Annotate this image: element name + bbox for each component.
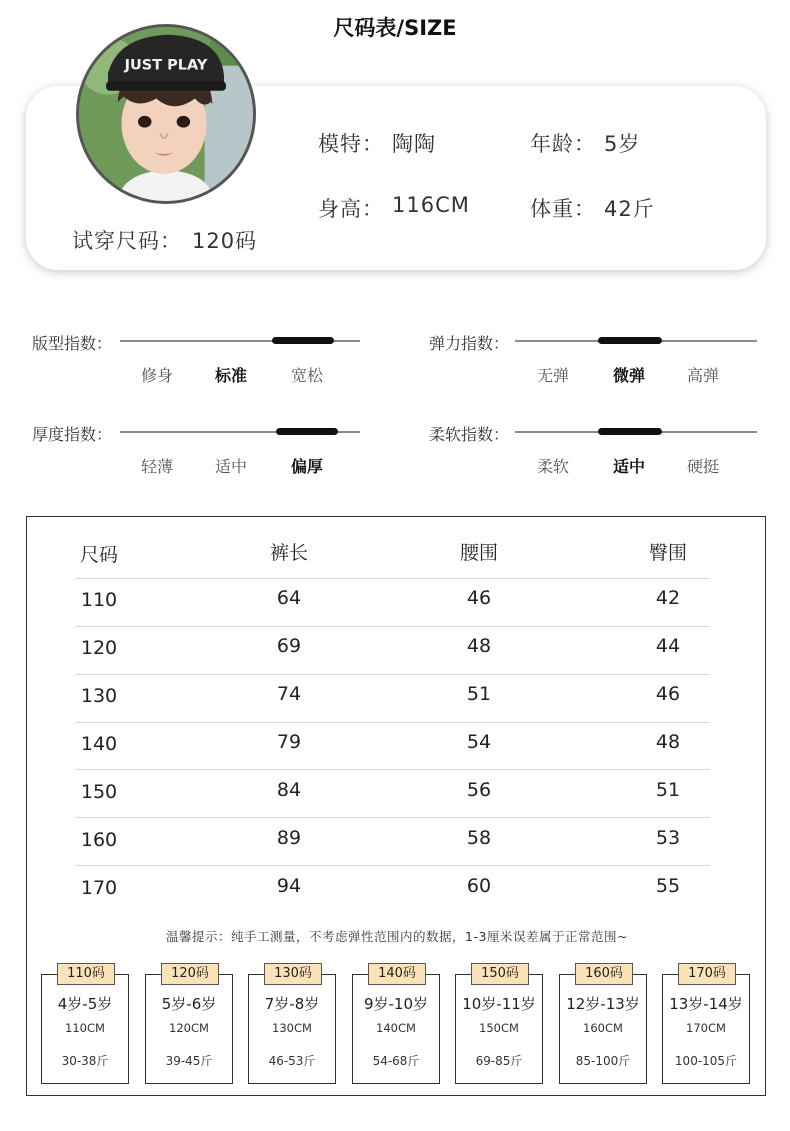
model-name-label: 模特： <box>318 132 384 156</box>
size-card-160 <box>559 966 647 1084</box>
cell-hip: 42 <box>655 587 681 609</box>
header-size: 尺码 <box>79 544 118 566</box>
thickness-option-medium: 适中 <box>214 457 247 476</box>
cell-length: 74 <box>276 683 302 705</box>
cell-waist: 46 <box>466 587 492 609</box>
page-title: 尺码表/SIZE <box>333 16 457 40</box>
size-card-150 <box>455 966 543 1084</box>
cap-text: JUST PLAY <box>124 57 208 74</box>
row-divider <box>75 722 710 723</box>
cell-hip: 55 <box>655 875 681 897</box>
fit-option-standard: 标准 <box>214 366 247 385</box>
cell-hip: 53 <box>655 827 681 849</box>
row-divider <box>75 769 710 770</box>
stretch-option-slight: 微弹 <box>612 366 645 385</box>
softness-index-label: 柔软指数： <box>429 425 510 444</box>
cell-size: 170 <box>80 877 118 899</box>
cell-length: 64 <box>276 587 302 609</box>
size-card-120 <box>145 966 233 1084</box>
size-tag: 140码 <box>368 963 426 985</box>
size-age: 9岁-10岁 <box>363 995 429 1013</box>
size-weight: 46-53斤 <box>268 1054 316 1068</box>
size-age: 13岁-14岁 <box>669 995 743 1013</box>
cell-waist: 56 <box>466 779 492 801</box>
fit-index-label: 版型指数： <box>32 334 113 353</box>
row-divider <box>75 578 710 579</box>
size-card-130 <box>248 966 336 1084</box>
cell-hip: 48 <box>655 731 681 753</box>
thickness-index-label: 厚度指数： <box>32 425 113 444</box>
cell-size: 130 <box>80 685 118 707</box>
stretch-index-marker <box>598 337 662 344</box>
size-height: 150CM <box>479 1021 519 1035</box>
size-card-170 <box>662 966 750 1084</box>
model-age-value: 5岁 <box>604 132 641 156</box>
cell-waist: 58 <box>466 827 492 849</box>
thickness-option-thin: 轻薄 <box>140 457 173 476</box>
size-height: 170CM <box>686 1021 726 1035</box>
cell-waist: 51 <box>466 683 492 705</box>
cell-length: 84 <box>276 779 302 801</box>
cell-waist: 54 <box>466 731 492 753</box>
size-tag: 170码 <box>678 963 736 985</box>
cell-size: 110 <box>80 589 118 611</box>
softness-option-medium: 适中 <box>612 457 645 476</box>
size-height: 160CM <box>583 1021 623 1035</box>
size-tag: 110码 <box>57 963 115 985</box>
size-weight: 54-68斤 <box>372 1054 420 1068</box>
size-weight: 100-105斤 <box>674 1054 738 1068</box>
softness-option-stiff: 硬挺 <box>686 457 719 476</box>
row-divider <box>75 674 710 675</box>
model-height-value: 116CM <box>392 193 470 217</box>
model-height-label: 身高： <box>318 197 384 221</box>
size-age: 12岁-13岁 <box>566 995 640 1013</box>
cell-size: 150 <box>80 781 118 803</box>
tried-size-label: 试穿尺码： <box>72 229 182 253</box>
softness-option-soft: 柔软 <box>536 457 569 476</box>
size-table <box>26 516 766 1096</box>
size-weight: 85-100斤 <box>575 1054 631 1068</box>
thickness-option-thick: 偏厚 <box>290 457 323 476</box>
size-height: 140CM <box>376 1021 416 1035</box>
header-length: 裤长 <box>269 542 308 564</box>
cell-size: 160 <box>80 829 118 851</box>
cell-waist: 60 <box>466 875 492 897</box>
cell-length: 69 <box>276 635 302 657</box>
size-card-110 <box>41 966 129 1084</box>
fit-index-marker <box>272 337 334 344</box>
size-age: 10岁-11岁 <box>462 995 536 1013</box>
child-portrait-icon <box>79 27 253 201</box>
cell-size: 120 <box>80 637 118 659</box>
size-age: 7岁-8岁 <box>264 995 320 1013</box>
size-tag: 130码 <box>264 963 322 985</box>
cell-hip: 46 <box>655 683 681 705</box>
stretch-index-label: 弹力指数： <box>429 334 510 353</box>
size-height: 120CM <box>169 1021 209 1035</box>
size-height: 110CM <box>65 1021 105 1035</box>
model-weight-label: 体重： <box>530 197 596 221</box>
fit-option-slim: 修身 <box>140 366 173 385</box>
cell-hip: 44 <box>655 635 681 657</box>
model-name-value: 陶陶 <box>392 132 436 156</box>
model-avatar <box>76 24 256 204</box>
size-tag: 150码 <box>471 963 529 985</box>
header-hip: 臀围 <box>648 542 687 564</box>
cell-waist: 48 <box>466 635 492 657</box>
size-weight: 39-45斤 <box>165 1054 213 1068</box>
size-age: 5岁-6岁 <box>161 995 217 1013</box>
cell-length: 79 <box>276 731 302 753</box>
cell-hip: 51 <box>655 779 681 801</box>
cell-length: 94 <box>276 875 302 897</box>
stretch-option-high: 高弹 <box>686 366 719 385</box>
cell-length: 89 <box>276 827 302 849</box>
size-card-140 <box>352 966 440 1084</box>
measurement-tip: 温馨提示：纯手工测量，不考虑弹性范围内的数据，1-3厘米误差属于正常范围~ <box>166 929 628 944</box>
size-age: 4岁-5岁 <box>57 995 113 1013</box>
fit-option-loose: 宽松 <box>290 366 323 385</box>
size-tag: 160码 <box>575 963 633 985</box>
size-tag: 120码 <box>161 963 219 985</box>
row-divider <box>75 865 710 866</box>
size-height: 130CM <box>272 1021 312 1035</box>
model-age-label: 年龄： <box>530 132 596 156</box>
size-weight: 30-38斤 <box>61 1054 109 1068</box>
softness-index-marker <box>598 428 662 435</box>
size-weight: 69-85斤 <box>475 1054 523 1068</box>
row-divider <box>75 626 710 627</box>
tried-size-value: 120码 <box>192 229 258 253</box>
thickness-index-marker <box>276 428 338 435</box>
stretch-option-none: 无弹 <box>536 366 569 385</box>
cell-size: 140 <box>80 733 118 755</box>
model-weight-value: 42斤 <box>604 197 655 221</box>
header-waist: 腰围 <box>459 542 498 564</box>
row-divider <box>75 817 710 818</box>
